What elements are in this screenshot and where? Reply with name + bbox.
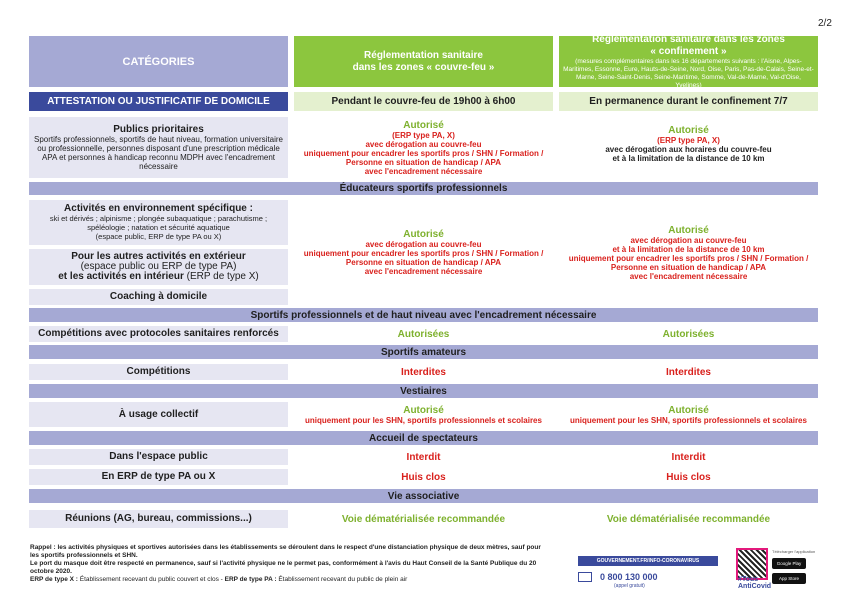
publics-col2 [559, 117, 818, 178]
monitor-icon [578, 572, 592, 582]
educ-col1-status: Autorisé [403, 229, 444, 240]
tousanticovid-logo [738, 576, 771, 590]
header-col2-sub: (mesures complémentaires dans les 16 départements suivants : l'Aisne, Alpes-Maritimes, Essonne, Eure, Hauts-de-Seine, Nord, Oise, Paris, Pas-de-Calais, Seine-et-Marne, Seine-Saint-Denis, Seine-Maritime, Somme, Val-de-Marne, Val-d'Oise, Yvelines) [563, 57, 814, 89]
attestation-text: ATTESTATION OU JUSTIFICATIF DE DOMICILE [47, 96, 270, 107]
gov-link[interactable] [578, 556, 718, 566]
footnotes [30, 544, 550, 584]
vie-label [29, 510, 288, 528]
educ-col1-l2: uniquement pour encadrer les sportifs pros / SHN / Formation / [303, 249, 544, 258]
section-educateurs [29, 182, 818, 195]
spectateurs-row2-col1 [294, 469, 553, 485]
attestation-col1-text: Pendant le couvre-feu de 19h00 à 6h00 [331, 96, 516, 107]
spectateurs-row2-label [29, 469, 288, 485]
publics-col1-l4: Personne en situation de handicap / APA [345, 157, 502, 167]
vie-col1-text: Voie dématérialisée recommandée [341, 513, 506, 525]
google-play-label: Google Play [776, 561, 802, 566]
section-vie-title: Vie associative [387, 490, 460, 502]
vie-col2-text: Voie dématérialisée recommandée [606, 513, 771, 525]
header-categories-label: CATÉGORIES [122, 55, 195, 68]
educ-row3-title: Coaching à domicile [109, 291, 208, 302]
publics-col1-status: Autorisé [403, 119, 444, 131]
vestiaires-col2-sub: uniquement pour les SHN, sportifs professionnels et scolaires [570, 415, 807, 425]
publics-col1-l1: (ERP type PA, X) [392, 130, 455, 140]
section-amateurs-title: Sportifs amateurs [380, 346, 467, 358]
shn-col1-text: Autorisées [397, 328, 450, 340]
publics-col1 [294, 117, 553, 178]
educ-row1-desc: ski et dérivés ; alpinisme ; plongée subaquatique ; parachutisme ; spéléologie ; natation et sécurité aquatique [49, 213, 268, 232]
spectateurs-row1-col1 [294, 449, 553, 465]
educ-row1-title: Activités en environnement spécifique : [64, 202, 253, 214]
shn-label-text: Compétitions avec protocoles sanitaires renforcés [38, 328, 279, 339]
educ-col1-l4: avec l'encadrement nécessaire [364, 267, 483, 276]
section-spectateurs [29, 431, 818, 445]
educ-col2-l5: avec l'encadrement nécessaire [629, 271, 748, 281]
amateurs-col2 [559, 364, 818, 380]
vestiaires-label [29, 402, 288, 427]
phone-number[interactable]: 0 800 130 000 [600, 572, 658, 582]
section-vestiaires-title: Vestiaires [400, 385, 447, 397]
educ-row2-l1: Pour les autres activités en extérieur [71, 251, 246, 262]
educ-row2-l2: (espace public ou ERP de type PA) [80, 261, 237, 272]
spectateurs-row2-col2 [559, 469, 818, 485]
educ-col1-l1: avec dérogation au couvre-feu [365, 240, 482, 249]
header-couvre-feu [294, 36, 553, 87]
spectateurs-row2-col1-text: Huis clos [401, 471, 446, 483]
educ-row3-label [29, 289, 288, 305]
shn-col2-text: Autorisées [662, 328, 715, 340]
vie-col1 [294, 510, 553, 528]
educ-row2-l3a: et les activités en intérieur [58, 271, 184, 282]
section-shn [29, 308, 818, 322]
educ-col1-l3: Personne en situation de handicap / APA [345, 258, 502, 267]
educ-col2-l3: uniquement pour encadrer les sportifs pros / SHN / Formation / [568, 253, 809, 263]
note-erp-x-text: Établissement recevant du public couvert et clos - [79, 576, 223, 583]
app-store-label: App Store [778, 576, 799, 581]
note-erp [30, 576, 550, 584]
publics-col2-l1: (ERP type PA, X) [657, 136, 720, 145]
spectateurs-row1-col2 [559, 449, 818, 465]
spectateurs-row1-col2-text: Interdit [671, 451, 706, 463]
tous-text: #Tous [738, 576, 759, 583]
section-vie [29, 489, 818, 503]
anticovid-text: AntiCovid [738, 583, 772, 590]
note-erp-x-label: ERP de type X : [30, 576, 78, 583]
amateurs-col1 [294, 364, 553, 380]
note-masque: Le port du masque doit être respecté en permanence, sauf si l'activité physique ne le permet pas, conformément à l'avis du Haut Conseil de la Santé Publique du 20 octobre 2020. [30, 560, 537, 575]
educ-row1-sub: (espace public, ERP de type PA ou X) [95, 231, 222, 241]
spectateurs-row1-label [29, 449, 288, 465]
header-confinement [559, 33, 818, 89]
shn-col2 [559, 326, 818, 342]
section-amateurs [29, 345, 818, 359]
spectateurs-row1-col1-text: Interdit [406, 451, 441, 463]
section-educateurs-title: Éducateurs sportifs professionnels [339, 183, 508, 194]
educ-col2-l4: Personne en situation de handicap / APA [610, 262, 767, 272]
section-shn-title: Sportifs professionnels et de haut niveau avec l'encadrement nécessaire [250, 309, 597, 321]
note-erp-pa-label: ERP de type PA : [224, 576, 277, 583]
attestation-label [29, 92, 288, 111]
shn-label [29, 326, 288, 342]
google-play-button[interactable] [772, 558, 806, 569]
spectateurs-row1-label-text: Dans l'espace public [109, 451, 208, 462]
vestiaires-col1 [294, 402, 553, 427]
phone-sub: (appel gratuit) [614, 583, 645, 589]
header-categories [29, 36, 288, 87]
publics-col1-l2: avec dérogation au couvre-feu [365, 139, 482, 149]
publics-col2-status: Autorisé [668, 125, 709, 136]
vestiaires-col1-sub: uniquement pour les SHN, sportifs professionnels et scolaires [305, 415, 542, 425]
page-number: 2/2 [818, 18, 832, 29]
educ-row1-label [29, 200, 288, 245]
app-store-button[interactable] [772, 573, 806, 584]
vestiaires-col1-status: Autorisé [403, 404, 444, 416]
publics-col1-l5: avec l'encadrement nécessaire [364, 166, 483, 176]
educ-col2 [559, 200, 818, 305]
gov-link-text[interactable]: GOUVERNEMENT.FR/INFO-CORONAVIRUS [596, 558, 700, 564]
amateurs-label-text: Compétitions [126, 366, 191, 377]
publics-col2-l3: et à la limitation de la distance de 10 km [612, 154, 765, 163]
educ-row2-label [29, 249, 288, 285]
educ-col2-status: Autorisé [668, 224, 709, 236]
attestation-col1 [294, 92, 553, 111]
attestation-col2 [559, 92, 818, 111]
header-col2-line2: « confinement » [650, 45, 727, 57]
educ-col2-l2: et à la limitation de la distance de 10 km [612, 244, 765, 254]
vestiaires-label-text: À usage collectif [118, 408, 199, 420]
section-vestiaires [29, 384, 818, 398]
header-col2-line1: Réglementation sanitaire dans les zones [592, 33, 785, 45]
amateurs-col2-text: Interdites [665, 366, 711, 378]
amateurs-label [29, 364, 288, 380]
shn-col1 [294, 326, 553, 342]
telecharger-label: Télécharger l'application [772, 549, 816, 554]
header-col1-line2: dans les zones « couvre-feu » [352, 61, 495, 73]
amateurs-col1-text: Interdites [400, 366, 446, 378]
educ-col1 [294, 200, 553, 305]
spectateurs-row2-col2-text: Huis clos [666, 471, 711, 483]
spectateurs-row2-label-text: En ERP de type PA ou X [101, 471, 216, 482]
publics-label [29, 117, 288, 178]
section-spectateurs-title: Accueil de spectateurs [369, 432, 478, 444]
publics-col2-l2: avec dérogation aux horaires du couvre-feu [605, 145, 772, 154]
educ-col2-l1: avec dérogation au couvre-feu [630, 235, 747, 245]
vie-col2 [559, 510, 818, 528]
header-col1-line1: Réglementation sanitaire [364, 49, 483, 61]
note-erp-pa-text: Établissement recevant du public de plein air [278, 576, 408, 583]
publics-title: Publics prioritaires [113, 123, 204, 135]
attestation-col2-text: En permanence durant le confinement 7/7 [589, 96, 788, 107]
vie-label-text: Réunions (AG, bureau, commissions...) [65, 513, 252, 524]
publics-desc: Sportifs professionnels, sportifs de haut niveau, formation universitaire ou professionnelle, personnes disposant d'une prescription médicale APA et personnes à handicap reconnu MDPH avec l'encadrement nécessaire [33, 134, 283, 171]
educ-row2-l3b: (ERP de type X) [186, 271, 259, 282]
vestiaires-col2-status: Autorisé [668, 404, 709, 416]
publics-col1-l3: uniquement pour encadrer les sportifs pros / SHN / Formation / [303, 148, 544, 158]
vestiaires-col2 [559, 402, 818, 427]
note-rappel: Rappel : les activités physiques et sportives autorisées dans les établissements se déroulent dans le respect d'une distanciation physique de deux mètres, sauf pour les sportifs professionnels et SHN. [30, 544, 541, 559]
